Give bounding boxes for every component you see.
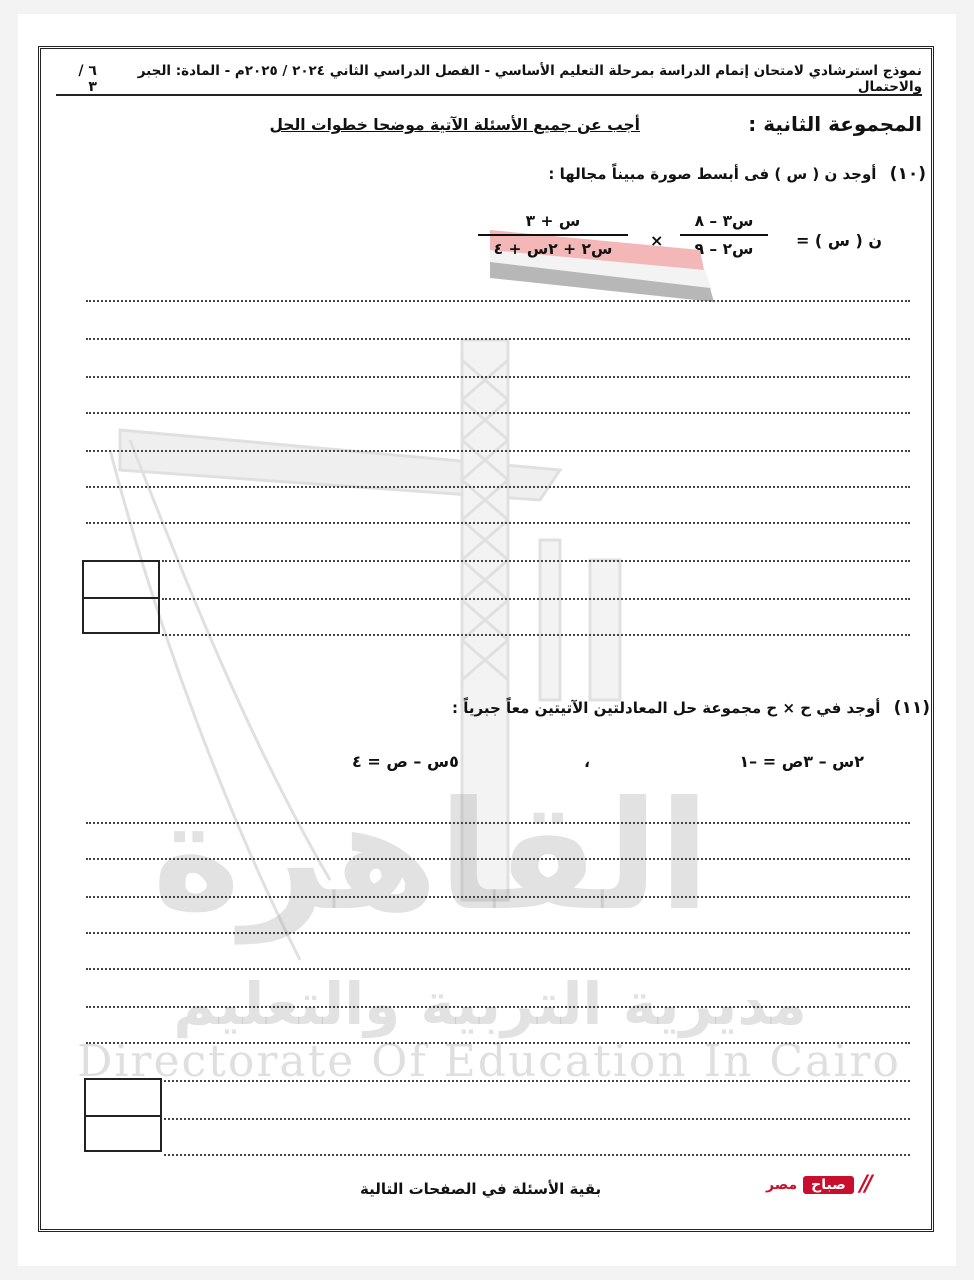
watermark-directorate-ar: مديرية التربية والتعليم xyxy=(173,970,807,1038)
instruction: أجب عن جميع الأسئلة الآتية موضحا خطوات الحل xyxy=(269,116,640,134)
answer-line[interactable] xyxy=(162,560,910,562)
watermark-cairo: القاهرة xyxy=(152,770,710,944)
answer-line[interactable] xyxy=(86,1042,910,1044)
answer-line[interactable] xyxy=(86,412,910,414)
equation-2: ٥س – ص = ٤ xyxy=(352,752,459,771)
question-11-text: أوجد في ح × ح مجموعة حل المعادلتين الآتيتين معاً جبرياً : xyxy=(452,699,881,717)
score-box xyxy=(82,560,160,634)
fraction-2-denominator: س٢ + ٢س + ٤ xyxy=(493,240,613,258)
fraction-2 xyxy=(478,212,628,258)
score-box xyxy=(84,1078,162,1152)
question-10 xyxy=(548,164,926,184)
answer-line[interactable] xyxy=(86,822,910,824)
fraction-1-denominator: س٢ – ٩ xyxy=(694,240,754,258)
page-number: ٦ / ٣ xyxy=(78,63,97,95)
watermark-directorate-en: Directorate Of Education In Cairo xyxy=(77,1036,901,1087)
brand-word: مصر xyxy=(766,1176,798,1193)
answer-line[interactable] xyxy=(86,376,910,378)
answer-line[interactable] xyxy=(162,598,910,600)
group-title: المجموعة الثانية : xyxy=(748,112,922,136)
fraction-2-numerator: س + ٣ xyxy=(525,212,581,230)
exam-header xyxy=(56,64,922,96)
answer-line[interactable] xyxy=(86,932,910,934)
brand-slashes-icon: // xyxy=(859,1172,870,1197)
equation-separator: ، xyxy=(584,752,591,771)
equation-1: ٢س – ٣ص = –١ xyxy=(739,752,864,771)
answer-line[interactable] xyxy=(86,968,910,970)
header-title: نموذج استرشادي لامتحان إتمام الدراسة بمرحلة التعليم الأساسي - الفصل الدراسي الثاني ٢٠٢٤ / ٢٠٢٥م - المادة: الجبر والاحتمال xyxy=(137,63,922,95)
answer-line[interactable] xyxy=(86,896,910,898)
function-lhs: ن ( س ) = xyxy=(795,231,882,250)
answer-line[interactable] xyxy=(86,450,910,452)
answer-line[interactable] xyxy=(86,338,910,340)
footer-continue-note: بقية الأسئلة في الصفحات التالية xyxy=(360,1180,602,1198)
times-sign: × xyxy=(650,231,664,250)
answer-line[interactable] xyxy=(164,1118,910,1120)
brand-logo xyxy=(766,1172,870,1197)
answer-line[interactable] xyxy=(164,1080,910,1082)
fraction-1 xyxy=(680,212,768,258)
question-11 xyxy=(452,698,930,718)
question-11-number: (١١) xyxy=(893,698,930,718)
question-10-text: أوجد ن ( س ) فى أبسط صورة مبيناً مجالها : xyxy=(548,165,877,183)
answer-line[interactable] xyxy=(162,634,910,636)
answer-line[interactable] xyxy=(86,300,910,302)
question-10-number: (١٠) xyxy=(889,164,926,184)
answer-line[interactable] xyxy=(164,1154,910,1156)
answer-line[interactable] xyxy=(86,1006,910,1008)
answer-line[interactable] xyxy=(86,486,910,488)
brand-pill: صباح xyxy=(803,1176,854,1194)
fraction-1-numerator: س٣ – ٨ xyxy=(694,212,754,230)
answer-line[interactable] xyxy=(86,858,910,860)
answer-line[interactable] xyxy=(86,522,910,524)
